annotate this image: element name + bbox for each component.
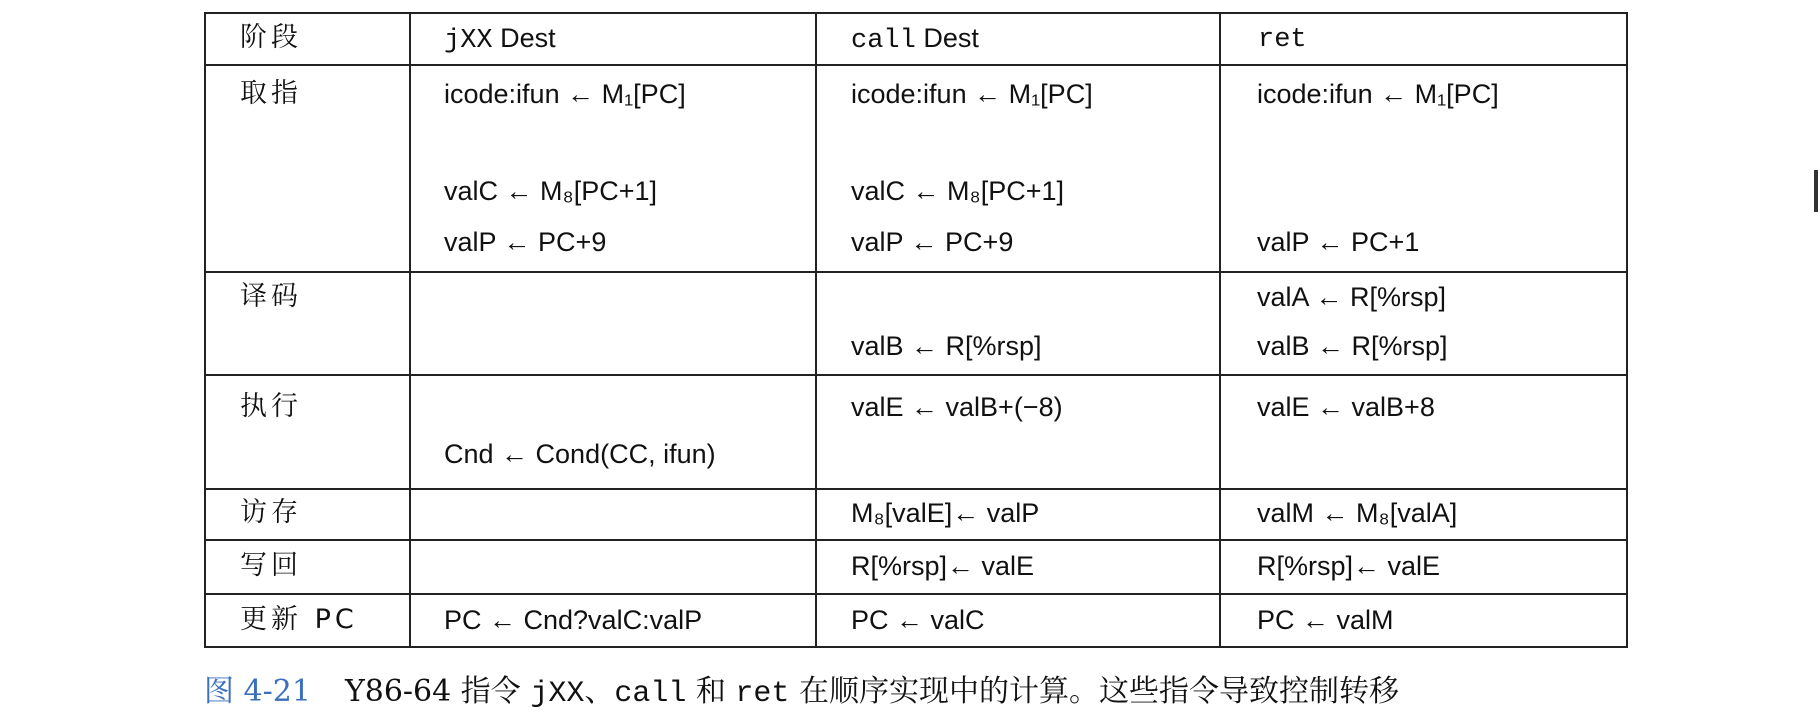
- call-fetch-icode: icode:ifun ← M₁[PC]: [851, 79, 1093, 109]
- column-divider-2: [815, 12, 817, 648]
- column-divider-1: [409, 12, 411, 648]
- caption-part-2: 、: [584, 674, 615, 709]
- ret-decode-valb: valB ← R[%rsp]: [1257, 331, 1448, 361]
- jxx-pc-update: PC ← Cnd?valC:valP: [444, 605, 703, 635]
- header-jxx: [444, 22, 556, 57]
- figure-number: 图 4-21: [204, 674, 311, 709]
- call-fetch-valc: valC ← M₈[PC+1]: [851, 176, 1064, 206]
- caption-part-3: 和: [686, 674, 736, 709]
- figure-caption: [204, 674, 1399, 712]
- header-divider: [204, 64, 1628, 66]
- header-call: [851, 22, 979, 57]
- jxx-fetch-icode: icode:ifun ← M₁[PC]: [444, 79, 686, 109]
- call-pc-update: PC ← valC: [851, 605, 985, 635]
- call-decode-valb: valB ← R[%rsp]: [851, 331, 1042, 361]
- header-jxx-operand: Dest: [492, 23, 556, 53]
- ret-writeback: R[%rsp]← valE: [1257, 551, 1441, 581]
- header-call-operand: Dest: [915, 23, 979, 53]
- stage-pc-update: 更新 PC: [240, 604, 358, 635]
- caption-jxx: jXX: [530, 677, 585, 711]
- stage-fetch: 取指: [240, 78, 302, 109]
- row-divider-decode: [204, 374, 1628, 376]
- ret-fetch-icode: icode:ifun ← M₁[PC]: [1257, 79, 1499, 109]
- stage-writeback: 写回: [240, 550, 302, 581]
- column-divider-3: [1219, 12, 1221, 648]
- jxx-fetch-valc: valC ← M₈[PC+1]: [444, 176, 657, 206]
- call-fetch-valp: valP ← PC+9: [851, 227, 1014, 257]
- row-divider-execute: [204, 488, 1628, 490]
- stage-memory: 访存: [240, 497, 302, 528]
- ret-memory: valM ← M₈[valA]: [1257, 498, 1458, 528]
- stage-execute: 执行: [240, 391, 302, 422]
- stage-decode: 译码: [240, 281, 302, 312]
- ret-fetch-valp: valP ← PC+1: [1257, 227, 1420, 257]
- ret-pc-update: PC ← valM: [1257, 605, 1394, 635]
- row-divider-writeback: [204, 593, 1628, 595]
- caption-call: call: [614, 677, 687, 711]
- caption-part-4: 在顺序实现中的计算。这些指令导致控制转移: [789, 674, 1399, 709]
- page-edge-mark: [1814, 170, 1818, 212]
- row-divider-memory: [204, 539, 1628, 541]
- call-memory: M₈[valE]← valP: [851, 498, 1040, 528]
- caption-part-1: Y86-64 指令: [344, 674, 531, 709]
- call-execute-vale: valE ← valB+(−8): [851, 392, 1063, 422]
- ret-execute-vale: valE ← valB+8: [1257, 392, 1435, 422]
- header-stage: 阶段: [240, 22, 302, 53]
- row-divider-fetch: [204, 271, 1628, 273]
- caption-ret: ret: [735, 677, 790, 711]
- call-writeback: R[%rsp]← valE: [851, 551, 1035, 581]
- jxx-fetch-valp: valP ← PC+9: [444, 227, 607, 257]
- jxx-execute-cnd: Cnd ← Cond(CC, ifun): [444, 439, 716, 469]
- ret-decode-vala: valA ← R[%rsp]: [1257, 282, 1447, 312]
- header-ret: ret: [1258, 25, 1307, 55]
- header-jxx-mnemonic: jXX: [444, 26, 493, 56]
- header-call-mnemonic: call: [851, 26, 916, 56]
